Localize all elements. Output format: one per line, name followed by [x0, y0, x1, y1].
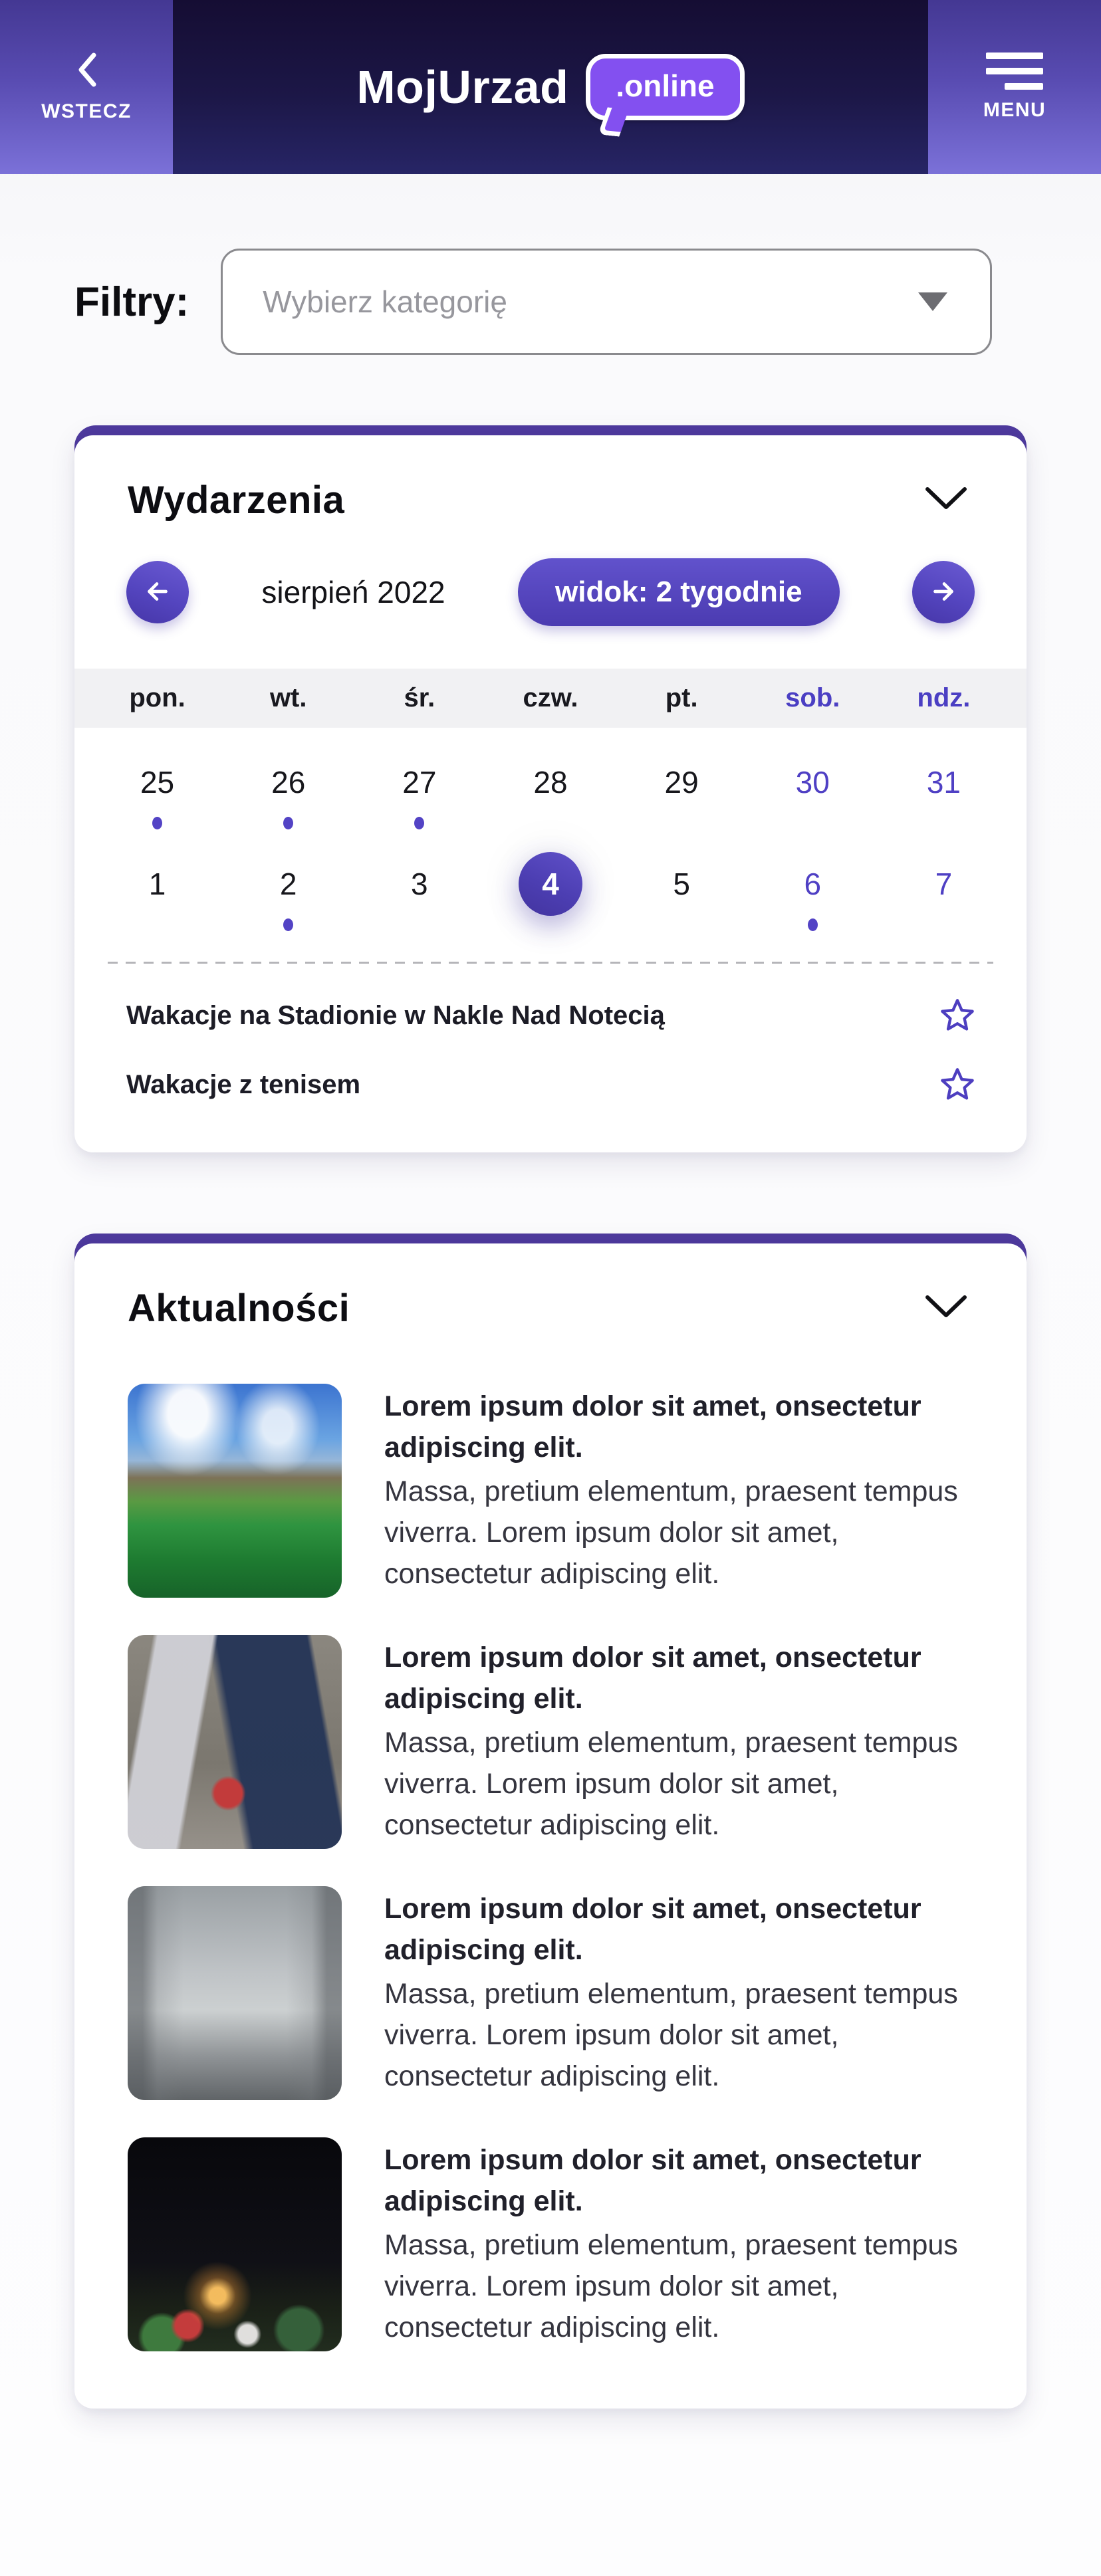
calendar-day[interactable]: 5 [673, 867, 690, 901]
calendar-day[interactable]: 31 [926, 765, 961, 800]
day-header-ndz: ndz. [917, 683, 971, 712]
day-header-czw: czw. [523, 683, 578, 712]
news-image [128, 1384, 342, 1598]
event-dot [283, 918, 293, 931]
news-item-title: Lorem ipsum dolor sit amet, onsectetur adipiscing elit. [384, 1893, 921, 1966]
calendar-day[interactable]: 3 [411, 867, 428, 901]
news-item-body: Massa, pretium elementum, praesent tempus viverra. Lorem ipsum dolor sit amet, consectetur adipiscing elit. [384, 1977, 958, 2092]
event-title: Wakacje z tenisem [126, 1069, 361, 1099]
event-dot [414, 817, 424, 829]
menu-button-label: MENU [983, 99, 1046, 121]
news-item-body: Massa, pretium elementum, praesent tempus viverra. Lorem ipsum dolor sit amet, consectetur adipiscing elit. [384, 2228, 958, 2343]
news-item[interactable] [128, 1886, 975, 2100]
calendar-day[interactable]: 26 [223, 750, 354, 829]
news-image [128, 2137, 342, 2351]
events-card [74, 425, 1027, 1152]
calendar-day[interactable]: 7 [935, 867, 953, 901]
star-icon [940, 1094, 975, 1104]
back-button[interactable] [0, 0, 173, 174]
category-select[interactable] [221, 249, 992, 355]
category-select-placeholder: Wybierz kategorię [263, 284, 507, 319]
calendar-day[interactable]: 29 [664, 765, 699, 800]
arrow-left-icon [142, 576, 173, 609]
event-dot [808, 918, 818, 931]
events-card-title: Wydarzenia [128, 479, 345, 522]
calendar-day[interactable]: 30 [795, 765, 830, 800]
prev-month-button[interactable] [126, 561, 189, 623]
menu-button[interactable] [928, 0, 1101, 174]
news-item-title: Lorem ipsum dolor sit amet, onsectetur adipiscing elit. [384, 1390, 921, 1463]
day-header-pt: pt. [665, 683, 698, 712]
caret-down-icon [918, 292, 947, 311]
calendar-day[interactable]: 2 [223, 852, 354, 931]
chevron-down-icon [924, 1313, 968, 1323]
news-item[interactable] [128, 1384, 975, 1598]
chevron-left-icon [75, 52, 98, 91]
event-dot [283, 817, 293, 829]
news-image [128, 1886, 342, 2100]
favorite-star-button[interactable] [940, 1067, 975, 1102]
day-header-pon: pon. [129, 683, 185, 712]
calendar-day[interactable]: 6 [747, 852, 878, 931]
events-collapse-button[interactable] [919, 481, 973, 520]
news-item-title: Lorem ipsum dolor sit amet, onsectetur adipiscing elit. [384, 1642, 921, 1715]
view-mode-button[interactable]: widok: 2 tygodnie [518, 558, 840, 626]
day-header-sr: śr. [404, 683, 435, 712]
logo-online-badge: .online [586, 54, 744, 120]
calendar-day[interactable]: 28 [533, 765, 568, 800]
day-header-sob: sob. [785, 683, 840, 712]
calendar-week-2 [74, 852, 1027, 931]
calendar-day[interactable]: 25 [92, 750, 223, 829]
back-button-label: WSTECZ [41, 100, 132, 122]
calendar-day[interactable]: 27 [354, 750, 485, 829]
news-item-body: Massa, pretium elementum, praesent tempus viverra. Lorem ipsum dolor sit amet, consectetur adipiscing elit. [384, 1726, 958, 1841]
month-label: sierpień 2022 [261, 575, 445, 609]
favorite-star-button[interactable] [940, 998, 975, 1033]
news-image [128, 1635, 342, 1849]
news-collapse-button[interactable] [919, 1289, 973, 1328]
next-month-button[interactable] [912, 561, 975, 623]
calendar-day[interactable]: 1 [148, 867, 166, 901]
arrow-right-icon [928, 576, 959, 609]
news-card [74, 1234, 1027, 2409]
news-card-title: Aktualności [128, 1287, 350, 1330]
news-item[interactable] [128, 2137, 975, 2351]
event-dot [152, 817, 162, 829]
news-item[interactable] [128, 1635, 975, 1849]
logo-text: MojUrzad [356, 61, 569, 113]
star-icon [940, 1025, 975, 1035]
filter-label: Filtry: [74, 278, 189, 325]
calendar-separator [108, 962, 993, 964]
calendar-nav [74, 529, 1027, 626]
hamburger-menu-icon [986, 53, 1043, 90]
day-header-wt: wt. [269, 683, 307, 712]
event-title: Wakacje na Stadionie w Nakle Nad Notecią [126, 1000, 665, 1030]
news-item-title: Lorem ipsum dolor sit amet, onsectetur adipiscing elit. [384, 2144, 921, 2217]
event-list-item[interactable] [74, 998, 1027, 1033]
header-logo [173, 0, 928, 174]
news-list [74, 1337, 1027, 2409]
app-header [0, 0, 1101, 174]
event-list-item[interactable] [74, 1067, 1027, 1152]
filter-row [74, 249, 1061, 355]
calendar-week-1 [74, 750, 1027, 829]
chevron-down-icon [924, 504, 968, 514]
news-item-body: Massa, pretium elementum, praesent tempus viverra. Lorem ipsum dolor sit amet, consectetur adipiscing elit. [384, 1475, 958, 1590]
calendar-day-selected[interactable]: 4 [485, 852, 616, 931]
calendar-day-headers [74, 669, 1027, 728]
